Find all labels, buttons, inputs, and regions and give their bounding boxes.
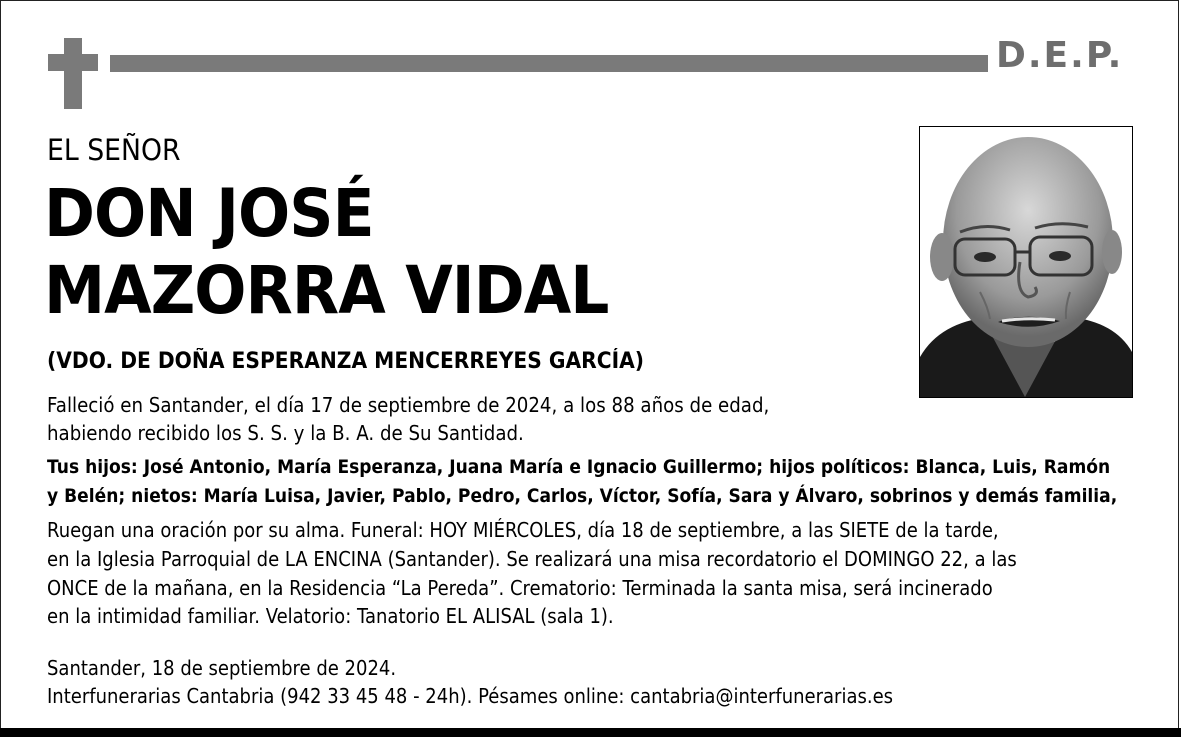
date-place: Santander, 18 de septiembre de 2024. [47,656,397,680]
dep-label: D.E.P. [996,35,1124,76]
portrait-icon [920,127,1132,397]
header-rule [110,55,988,72]
cross-icon [64,38,82,109]
family-line2: y Belén; nietos: María Luisa, Javier, Pablo, Pedro, Carlos, Víctor, Sofía, Sara y Álvaro, sobrinos y demás familia, [47,485,1118,507]
honorific: EL SEÑOR [47,133,181,167]
service-info-line2: en la Iglesia Parroquial de LA ENCINA (Santander). Se realizará una misa recordatorio el DOMINGO 22, a las [47,547,1017,571]
deceased-name-line1: DON JOSÉ [44,175,374,252]
service-info-line3: ONCE de la mañana, en la Residencia “La Pereda”. Crematorio: Terminada la santa misa, será incinerado [47,576,993,600]
bottom-border [0,728,1181,737]
widower-note: (VDO. DE DOÑA ESPERANZA MENCERREYES GARCÍA) [47,349,645,374]
service-info-line4: en la intimidad familiar. Velatorio: Tanatorio EL ALISAL (sala 1). [47,604,614,628]
family-line1: Tus hijos: José Antonio, María Esperanza, Juana María e Ignacio Guillermo; hijos políticos: Blanca, Luis, Ramón [47,456,1111,478]
service-info-line1: Ruegan una oración por su alma. Funeral: HOY MIÉRCOLES, día 18 de septiembre, a las SIETE de la tarde, [47,518,999,542]
contact-line: Interfunerarias Cantabria (942 33 45 48 - 24h). Pésames online: cantabria@interfunerarias.es [47,684,894,708]
death-info-line2: habiendo recibido los S. S. y la B. A. de Su Santidad. [47,421,524,445]
portrait-photo [919,126,1133,398]
deceased-name-line2: MAZORRA VIDAL [44,252,609,329]
cross-icon-arm [48,54,98,71]
death-info-line1: Falleció en Santander, el día 17 de septiembre de 2024, a los 88 años de edad, [47,393,770,417]
